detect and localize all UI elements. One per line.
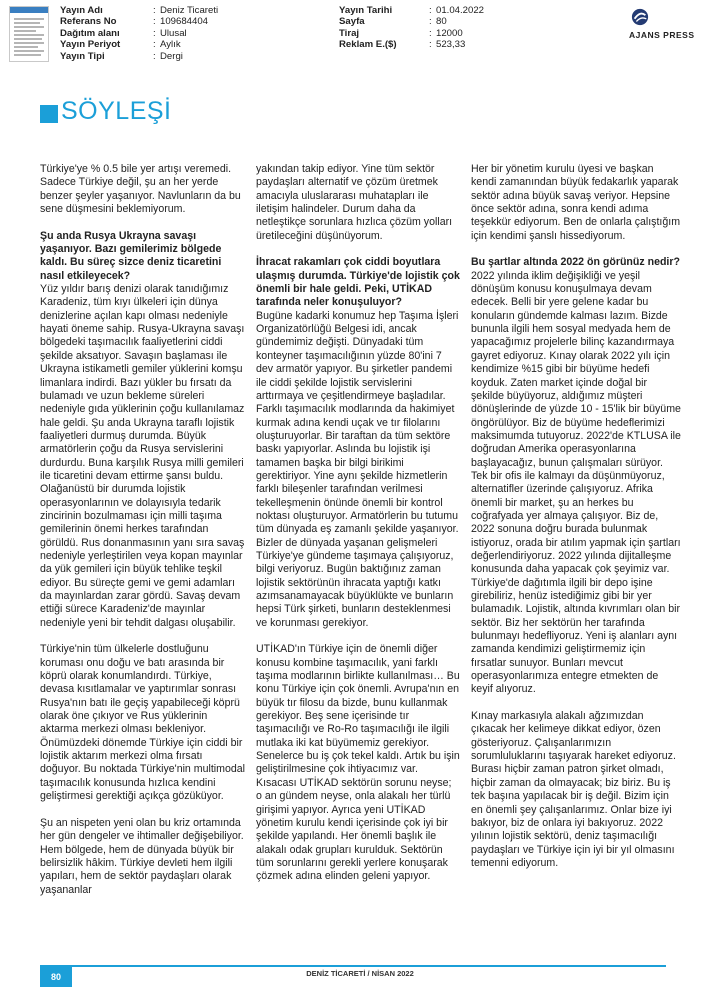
footer-rule [40, 965, 666, 967]
meta-row [339, 5, 499, 16]
article-paragraph: yakından takip ediyor. Yine tüm sektör paydaşları alternatif ve çözüm üretmek amacıyla uluslararası muhatapları ile iletişim halindeler. Durum daha da netleştikçe sorunlara hızlıca çözüm yolları üretileceğini düşünüyorum. [256, 163, 453, 242]
article-paragraph: Her bir yönetim kurulu üyesi ve başkan kendi zamanından büyük fedakarlık yaparak sektör adına büyük savaş veriyor. Hepsine önce sektör adına, sonra kendi adıma teşekkür ediyorum. Ben de onlarla çalıştığım için kendimi şanslı hissediyorum. [471, 163, 681, 242]
meta-separator: : [429, 27, 432, 39]
section-title-text: SÖYLEŞİ [61, 97, 172, 125]
meta-key: Dağıtım alanı [60, 27, 120, 39]
section-square-icon [40, 105, 58, 123]
meta-row [60, 16, 320, 27]
meta-separator: : [429, 16, 432, 28]
footer-publication: DENİZ TİCARETİ / NİSAN 2022 [306, 969, 414, 978]
article-paragraph: Kınay markasıyla alakalı ağzımızdan çıkacak her kelimeye dikkat ediyor, özen gösteriyoruz. Çalışanlarımızın sorumluluklarını taşıyarak hareket ediyoruz. Burası hiçbir zaman patron şirket olmadı, hiçbir zaman da olmayacak; biz biriz. Bu iş tek başına yapılacak bir iş değil. Bizim için en önemli şey çalışanlarımız. Onlar bize iyi bakıyor, biz de onlara iyi bakıyoruz. 2022 yılının lojistik sektörü, deniz taşımacılığı paydaşları ve Türkiye için iyi bir yıl olmasını temenni ediyorum. [471, 710, 676, 869]
meta-key: Yayın Adı [60, 5, 103, 16]
meta-key: Tiraj [339, 27, 360, 39]
clipping-header [0, 0, 709, 66]
meta-row [339, 39, 499, 50]
article-paragraph: Şu an nispeten yeni olan bu kriz ortamında her gün dengeler ve ihtimaller değişebiliyor. Hem bölgede, hem de dünyada büyük bir belirsizlik hâkim. Türkiye devleti hem ilgili yapıları, hem de sektör paydaşları olarak yaşananlar [40, 816, 244, 896]
meta-key: Sayfa [339, 16, 365, 28]
meta-key: Yayın Periyot [60, 39, 121, 51]
logo-text: AJANS PRESS [629, 30, 695, 40]
meta-row [60, 5, 320, 16]
meta-value: Dergi [160, 50, 183, 62]
meta-value: 01.04.2022 [436, 5, 485, 16]
meta-value: Aylık [160, 39, 181, 51]
interview-question: Şu anda Rusya Ukrayna savaşı yaşanıyor. Bazı gemilerimiz bölgede kaldı. Bu süreç sizce deniz ticaretini nasıl etkileyecek? [40, 229, 222, 282]
interview-question: İhracat rakamları çok ciddi boyutlara ulaşmış durumda. Türkiye'de lojistik çok önemli bir hale geldi. Peki, UTİKAD tarafında neler konuşuluyor? [256, 256, 460, 309]
article-column-3 [471, 163, 681, 884]
meta-value: Deniz Ticareti [160, 5, 219, 16]
meta-key: Reklam E.($) [339, 39, 397, 51]
page-thumbnail [9, 6, 49, 62]
meta-row [60, 28, 320, 39]
meta-value: 109684404 [160, 16, 209, 28]
meta-value: Ulusal [160, 27, 187, 39]
meta-separator: : [429, 5, 432, 16]
meta-value: 523,33 [436, 39, 466, 51]
meta-separator: : [153, 39, 156, 51]
meta-key: Yayın Tipi [60, 50, 105, 62]
article-column-2 [256, 163, 460, 897]
meta-value: 80 [436, 16, 447, 28]
meta-row [60, 39, 320, 50]
interview-question: Bu şartlar altında 2022 ön görünüz nedir? [471, 256, 680, 269]
page-number: 80 [40, 967, 72, 987]
meta-separator: : [429, 39, 432, 51]
meta-separator: : [153, 5, 156, 16]
meta-separator: : [153, 50, 156, 62]
article-paragraph: Türkiye'ye % 0.5 bile yer artışı veremedi. Sadece Türkiye değil, şu an her yerde benzer şeyler yaşanıyor. Navlunların da bu sene düşmesini beklemiyorum. [40, 163, 241, 216]
publication-meta-left [60, 5, 320, 62]
publication-meta-right [339, 5, 499, 51]
ajans-press-logo [623, 8, 703, 40]
article-paragraph: UTİKAD'ın Türkiye için de önemli diğer konusu kombine taşımacılık, yani farklı taşıma modlarının birlikte kullanılması… Bu konu Türkiye için çok önemli. Avrupa'nın en büyük tır filosu da bizde, bunu kullanmak gerekiyor. Beş sene içerisinde tır taşımacılığı ve Ro-Ro taşımacılığı ile ilgili mutlaka iki kat büyümemiz gerekiyor. Senelerce bu iş çok tekel kaldı. Artık bu işin geliştirilmesine çok ihtiyacımız var. Kısacası UTİKAD sektörün sorunu neyse; o an gündem neyse, onla alakalı her türlü girişimi yapıyor. Ayrıca yeni UTİKAD yönetim kurulu kendi içerisinde çok iyi bir şekilde yapılandı. Her önemli başlık ile alakalı odak grupları kurulduk. Sektörün tüm sorunlarını gerekli yerlere konuşarak çözmek adına elinden geleni yapıyor. [256, 643, 460, 883]
meta-separator: : [153, 27, 156, 39]
meta-separator: : [153, 16, 156, 28]
meta-key: Yayın Tarihi [339, 5, 393, 16]
meta-row [339, 16, 499, 27]
article-paragraph: 2022 yılında iklim değişikliği ve yeşil dönüşüm konusu konuşulmaya devam edecek. Belli bir yere gelene kadar bu konuların gündemde kalması lazım. Bizde bununla ilgili hem sosyal medyada hem de yapacağımız projelerle bilinç kazandırmaya gayret ediyoruz. Kınay olarak 2022 yılı için kendimize %15 gibi bir büyüme hedefi koyduk. Zaten market içinde doğal bir şekilde büyüyoruz, aldığımız müşteri dönüşlerinde de yüzde 10 - 15'lik bir büyüme öngörülüyor. Biz de büyüme hedeflerimizi maksimumda tutuyoruz. 2022'de KTLUSA ile doğrudan Amerika operasyonlarına başlayacağız, bunun çalışmaları sürüyor. Tek bir ofis ile kalmayı da düşünmüyoruz, alternatifler üzerinde çalışıyoruz. Afrika önemli bir market, şu an herkes bu coğrafyada yer almaya çalışıyor. Biz de, 2022 sonuna doğru burada bulunmak istiyoruz, orada bir atılım yapmak için şartları değerlendiriyoruz. 2022 yılında dijitalleşme konusunda daha yapacak çok şeyimiz var. Türkiye'de dağıtımla ilgili bir depo işine girebiliriz, henüz istediğimiz gibi bir yer bulamadık. Lojistik, altında kıvrımları olan bir sektör. Biz her sektörün her tarafında bulunmayı hedefliyoruz. Yeni iş alanları aynı zamanda kendimizi geliştirmemiz için fırsatlar sunuyor. Bunları mevcut operasyonlarımıza entegre etmekten de keyif alıyoruz. [471, 269, 681, 696]
globe-icon [631, 8, 649, 26]
article-paragraph: Bugüne kadarki konumuz hep Taşıma İşleri Organizatörlüğü Belgesi idi, ancak gündemimiz değişti. Dünyadaki tüm konteyner taşımacılığının yüzde 80'ini 7 dev armatör yapıyor. Bu şirketler pandemi ile ciddi şekilde lojistik servislerini arttırmaya ve çeşitlendirmeye başladılar. Farklı taşımacılık modlarında da hakimiyet kurmak adına kendi uçak ve tır filolarını oluşturuyorlar. Bir taraftan da tüm sektöre baskı yapıyorlar. Aslında bu lojistik işi tamamen başka bir bilgi birikimi gerektiriyor. Yine aynı şekilde hizmetlerin farklı bileşenler tarafından verilmesi tekelleşmenin önünde önemli bir kontrol noktası oluşturuyor. Armatörlerin bu tutumu tüm dünyada eş zamanlı şekilde yaşanıyor. Bizler de dünyada yaşanan gelişmeleri Türkiye'ye gündeme taşımaya çalışıyoruz, bilgi veriyoruz. Bugün baktığınız zaman lojistik sektörünün ihracata yaptığı katkı azımsanamayacak büyüklükte ve bunların hepsi Türk şirketi, bunların desteklenmesi ve korunması gerekiyor. [256, 309, 459, 629]
meta-row [339, 28, 499, 39]
meta-key: Referans No [60, 16, 117, 28]
article-paragraph: Yüz yıldır barış denizi olarak tanıdığımız Karadeniz, tüm kıyı ülkeleri için dünya denizlerine açılan kapı olması nedeniyle hayati öneme sahip. Rusya-Ukrayna savaşı bölgedeki taşımacılık faaliyetlerini ciddi şekilde aksatıyor. Savaşın başlaması ile Ukrayna istikametli gemiler yüklerini komşu limanlara indirdi. Bazı yükler bu fırsatı da bulamadı ve uzun bekleme süreleri nedeniyle gıda yüklerinin çoğu kullanılamaz hale geldi. Şu anda Ukrayna taraflı lojistik faaliyetleri durmuş durumda. Büyük armatörlerin çoğu da Rusya servislerini durdurdu. Buna karşılık Rusya milli gemileri ile ticaretini devam ettirme şansı buldu. Olağanüstü bir durumda lojistik operasyonlarının ve dolayısıyla tedarik zincirinin bozulmaması için milli taşıma gemilerinin önemi herkes tarafından görüldü. Rus donanmasının yanı sıra savaş nedeniyle yerleştirilen veya kopan mayınlar da yük gemileri için büyük tehlike teşkil ediyor. Bu süreçte gemi ve gemi adamları da mayınlardan zarar gördü. Savaş devam ettiği sürece Karadeniz'de mayınlar nedeniyle yeni bir tehdit dalgası oluşabilir. [40, 283, 245, 629]
meta-row [60, 51, 320, 62]
article-paragraph: Türkiye'nin tüm ülkelerle dostluğunu koruması onu doğu ve batı arasında bir köprü olarak konumlandırdı. Türkiye, devasa kısıtlamalar ve yaptırımlar sonrası Rusya'nın batı ile geçiş yapabileceği köprü olarak öne çıkıyor ve Rus yüklerinin aktarma merkezi olması bekleniyor. Önümüzdeki dönemde Türkiye için ciddi bir lojistik aktarım merkezi olma fırsatı doğuyor. Bu noktada Türkiye'nin multimodal taşımacılık konusunda hızlıca kendini geliştirmesi gerektiği açıkça gözüküyor. [40, 643, 245, 803]
article-column-1 [40, 163, 245, 910]
meta-value: 12000 [436, 27, 463, 39]
